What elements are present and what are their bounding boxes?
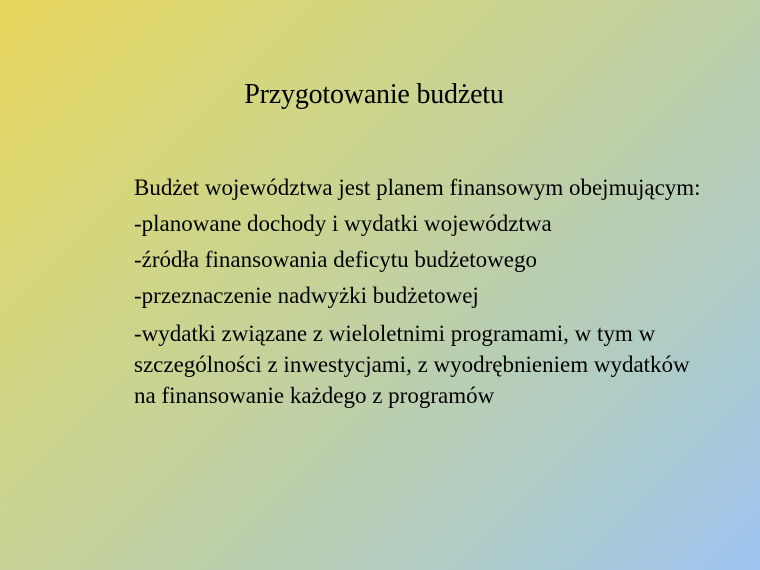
list-item-deficyt: -źródła finansowania deficytu budżetowego (134, 247, 537, 272)
intro-paragraph: Budżet województwa jest planem finansowym obejmującym: (134, 175, 701, 200)
list-item-nadwyzka: -przeznaczenie nadwyżki budżetowej (134, 283, 479, 308)
slide-title: Przygotowanie budżetu (244, 79, 504, 110)
list-item-dochody: -planowane dochody i wydatki województwa (134, 211, 552, 236)
list-item-wydatki-programy: -wydatki związane z wieloletnimi programami, w tym w szczególności z inwestycjami, z wyodrębnieniem wydatków na finansowanie każdego z programów (134, 321, 690, 408)
slide-body (134, 172, 714, 418)
